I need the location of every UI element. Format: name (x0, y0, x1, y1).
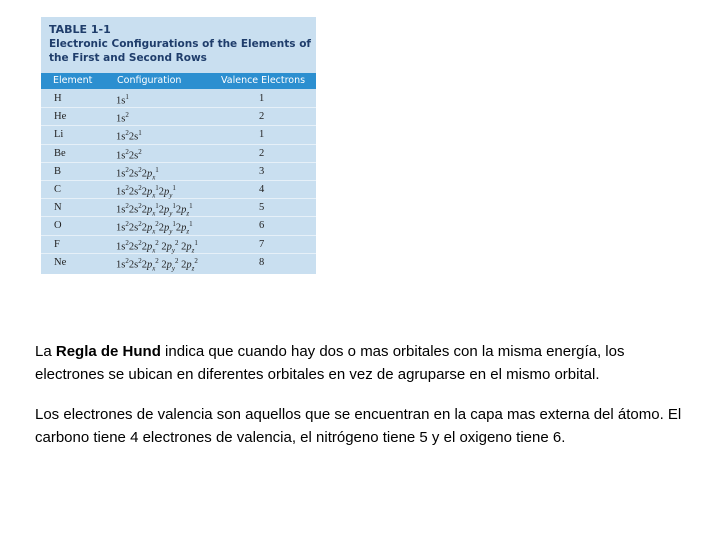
cell-element: Li (54, 129, 64, 141)
cell-valence: 1 (259, 93, 265, 104)
cell-valence: 2 (259, 111, 265, 123)
paragraph1-after: indica que cuando hay dos o mas orbitales con la misma energía, los electrones se ubican en diferentes orbitales en vez de agruparse en el mismo orbital. (35, 343, 625, 383)
table-row (41, 126, 316, 144)
table-row (41, 181, 316, 199)
table-row (41, 163, 316, 181)
cell-configuration: $1s^22s^22p_x^2$ $2p_y^2$ $2p_z^1$ (116, 238, 198, 255)
table-row (41, 108, 316, 126)
cell-configuration: $1s^1$ (116, 93, 129, 107)
cell-configuration: $1s^22s^22p_x^22p_y^12p_z^1$ (116, 220, 193, 236)
table-row (41, 199, 316, 217)
cell-configuration: $1s^2$ (116, 111, 129, 125)
cell-configuration: $1s^22s^22p_x^2$ $2p_y^2$ $2p_z^2$ (116, 256, 198, 273)
cell-configuration: $1s^22s^2$ (116, 147, 142, 162)
table-row (41, 145, 316, 163)
hund-rule-term: Regla de Hund (55, 343, 161, 360)
table-row (41, 236, 316, 254)
cell-element: Be (54, 147, 66, 159)
cell-valence: 8 (259, 256, 265, 268)
table-row (41, 254, 316, 272)
cell-element: O (54, 220, 62, 232)
cell-valence: 1 (259, 129, 265, 141)
table-body (41, 90, 316, 272)
table-row (41, 90, 316, 108)
cell-element: C (54, 183, 62, 195)
table-caption: Electronic Configurations of the Elements of the First and Second Rows (49, 38, 311, 64)
valence-electrons-paragraph: Los electrones de valencia son aquellos que se encuentran en la capa mas externa del átomo. El carbono tiene 4 electrones de valencia, el nitrógeno tiene 5 y el oxigeno tiene 6. (35, 406, 682, 446)
table-header-row (41, 73, 316, 89)
cell-valence: 6 (259, 220, 265, 232)
cell-element: H (54, 93, 62, 104)
cell-valence: 3 (259, 165, 265, 177)
electron-configuration-table (41, 17, 316, 274)
cell-configuration: $1s^22s^22p_x^1$ (116, 165, 159, 182)
cell-element: N (54, 202, 62, 214)
cell-element: F (54, 238, 60, 250)
cell-element: B (54, 165, 62, 177)
cell-valence: 2 (259, 147, 265, 159)
cell-configuration: $1s^22s^22p_x^12p_y^1$ (116, 183, 176, 200)
header-valence-electrons: Valence Electrons (221, 75, 306, 86)
cell-element: He (54, 111, 67, 123)
cell-valence: 4 (259, 183, 265, 195)
cell-configuration: $1s^22s^1$ (116, 129, 142, 143)
hund-rule-paragraph (35, 340, 685, 386)
cell-element: Ne (54, 256, 67, 268)
paragraph1-before: La (35, 343, 56, 360)
cell-configuration: $1s^22s^22p_x^12p_y^12p_z^1$ (116, 202, 193, 218)
cell-valence: 7 (259, 238, 265, 250)
header-element: Element (53, 75, 93, 86)
header-configuration: Configuration (117, 75, 182, 86)
table-row (41, 217, 316, 235)
cell-valence: 5 (259, 202, 265, 214)
table-label: TABLE 1-1 (49, 23, 111, 36)
